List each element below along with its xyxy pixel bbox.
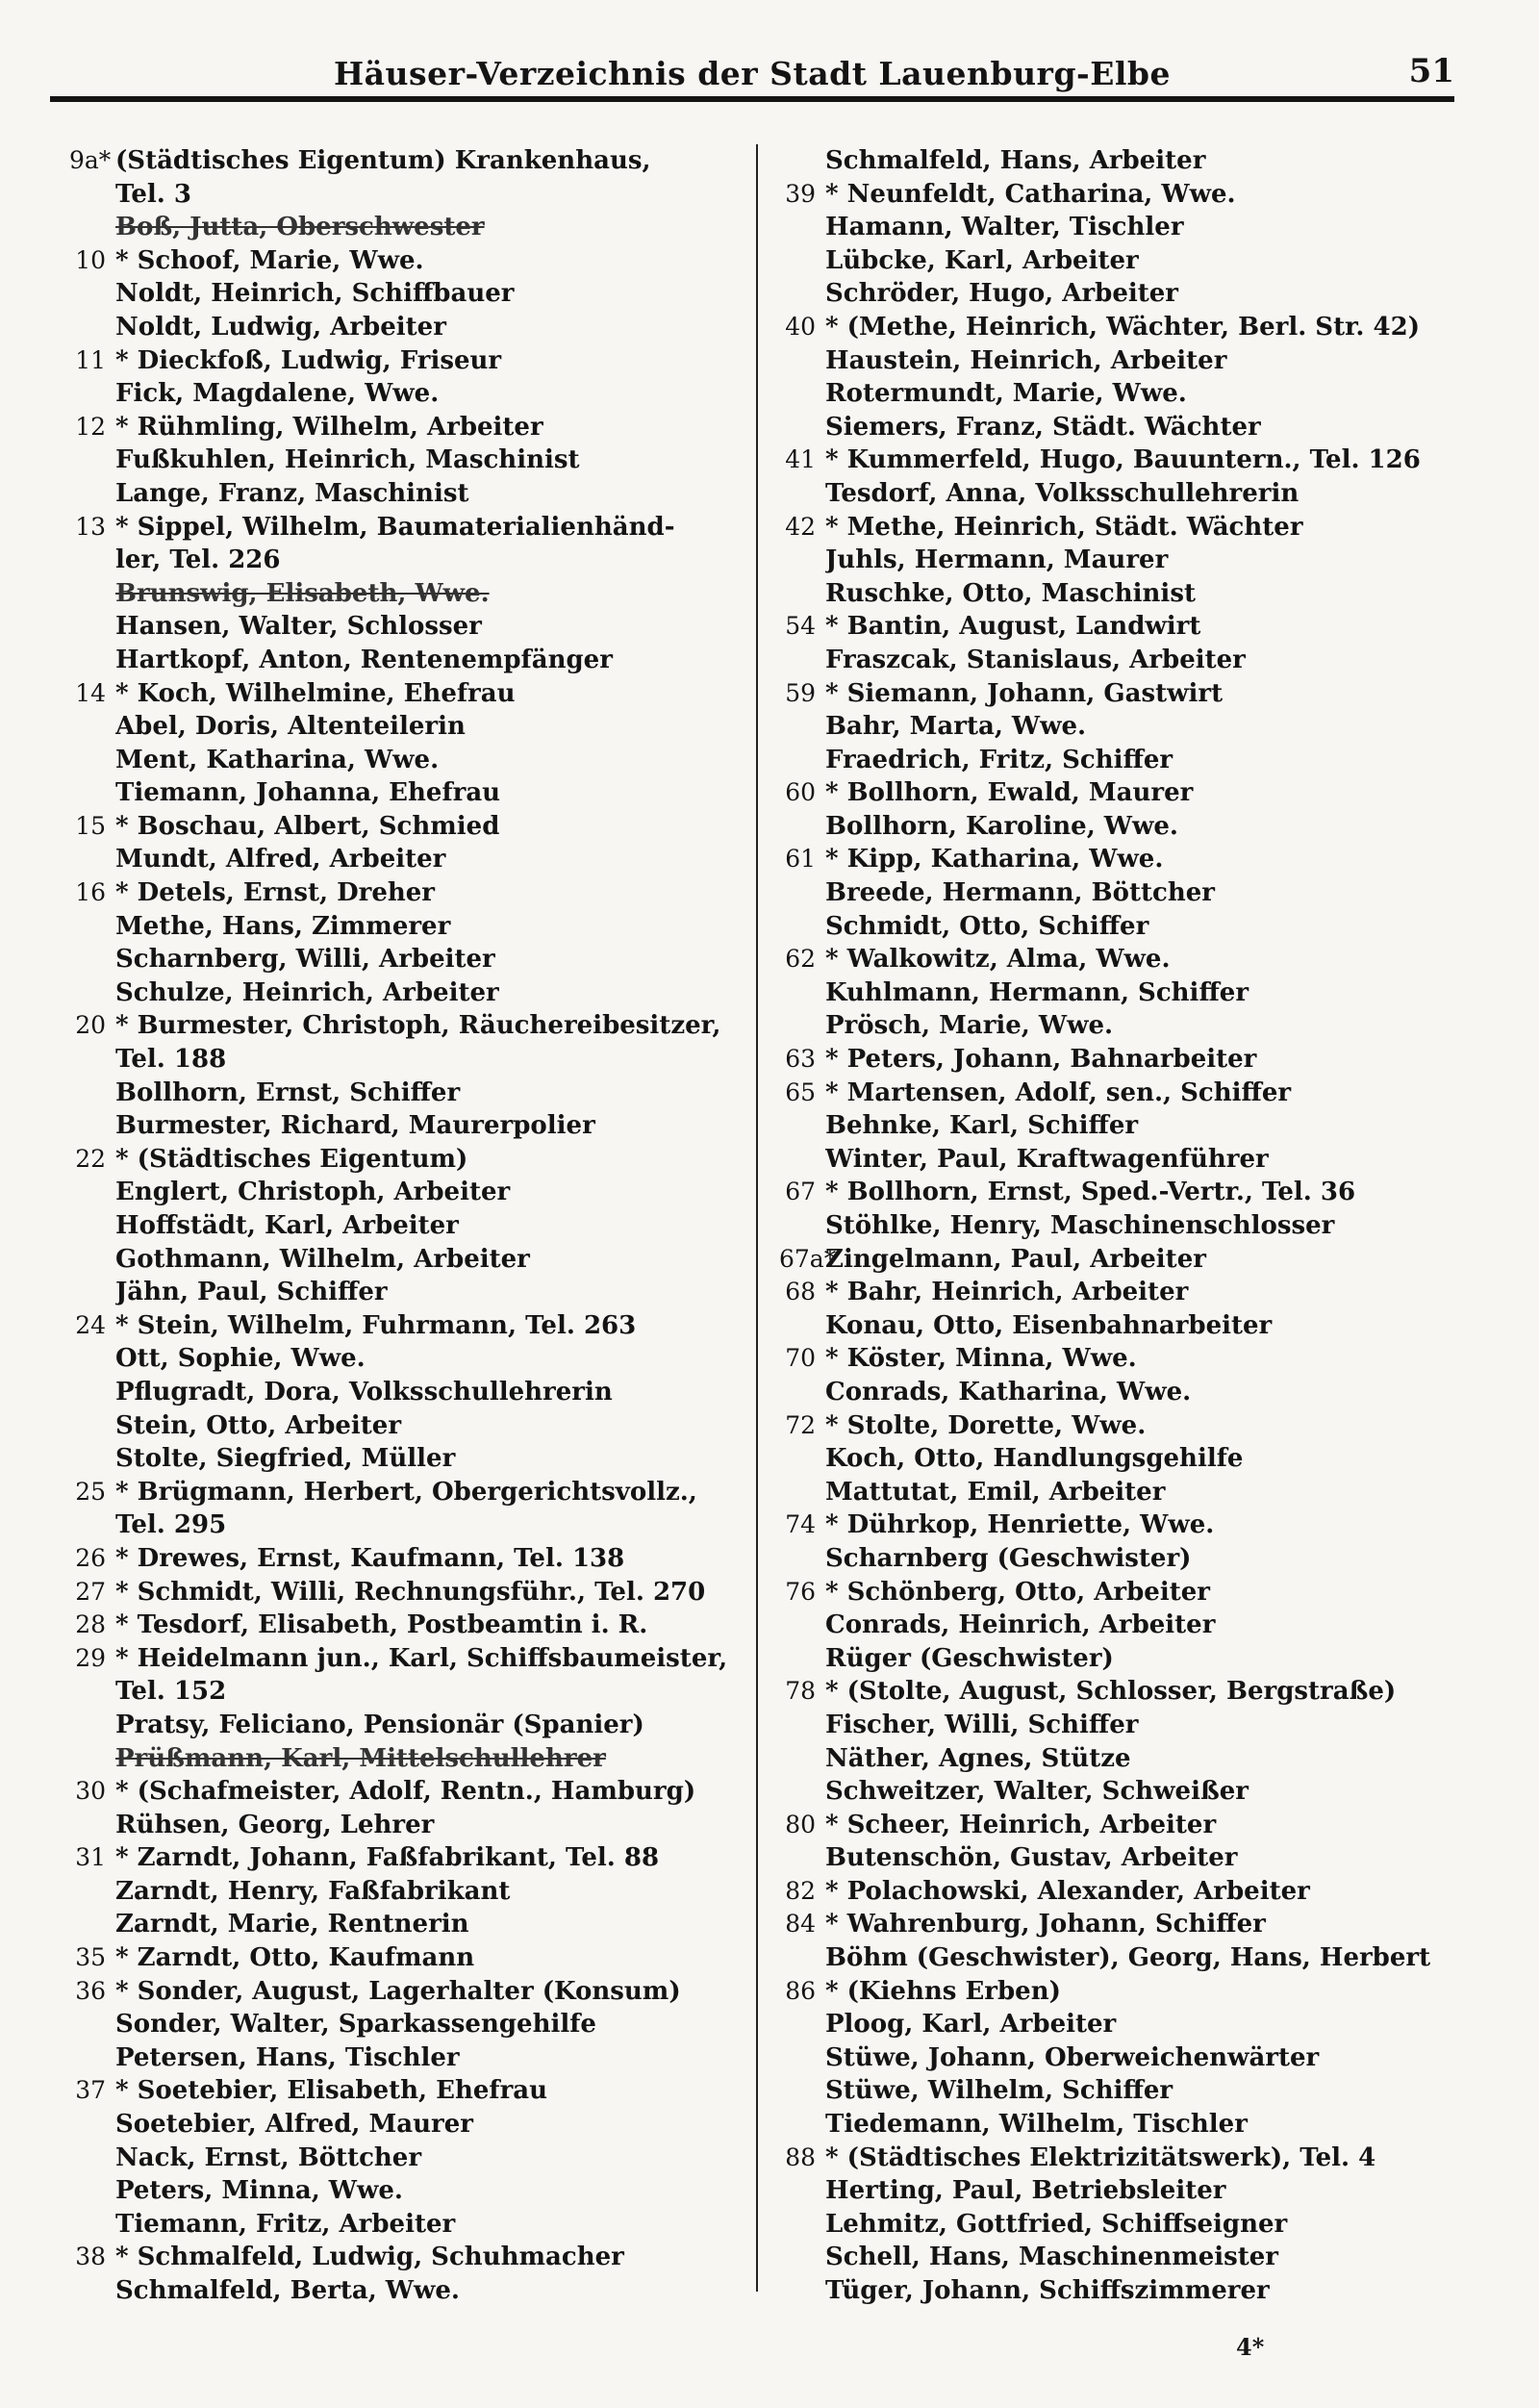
resident-line: * Schmidt, Willi, Rechnungsführ., Tel. 270 bbox=[115, 1577, 706, 1607]
resident-list bbox=[115, 1941, 752, 1975]
resident-line: Schmidt, Otto, Schiffer bbox=[825, 911, 1149, 941]
resident-list bbox=[825, 1908, 1481, 1974]
house-number: 63 bbox=[785, 1045, 816, 1074]
resident-line: Sonder, Walter, Sparkassengehilfe bbox=[115, 2010, 596, 2040]
house-number: 29 bbox=[75, 1643, 106, 1672]
resident-line: Tel. 295 bbox=[115, 1510, 227, 1540]
house-number: 10 bbox=[75, 245, 106, 274]
resident-list bbox=[115, 1975, 752, 2075]
resident-list bbox=[115, 677, 752, 810]
house-entry bbox=[779, 144, 1481, 178]
house-entry bbox=[779, 1243, 1481, 1277]
resident-line: Schmalfeld, Hans, Arbeiter bbox=[825, 146, 1206, 175]
resident-line: Schröder, Hugo, Arbeiter bbox=[825, 279, 1178, 309]
resident-line: Hamann, Walter, Tischler bbox=[825, 213, 1184, 242]
resident-line: * Kipp, Katharina, Wwe. bbox=[825, 845, 1164, 874]
resident-line: Zarndt, Marie, Rentnerin bbox=[115, 1910, 469, 1939]
resident-line: * Martensen, Adolf, sen., Schiffer bbox=[825, 1077, 1292, 1107]
resident-line: Fußkuhlen, Heinrich, Maschinist bbox=[115, 445, 580, 475]
house-entry bbox=[69, 810, 752, 876]
resident-line: * Methe, Heinrich, Städt. Wächter bbox=[825, 512, 1303, 542]
resident-line: Fraedrich, Fritz, Schiffer bbox=[825, 745, 1173, 774]
resident-line: Böhm (Geschwister), Georg, Hans, Herbert bbox=[825, 1943, 1431, 1973]
resident-line: Pratsy, Feliciano, Pensionär (Spanier) bbox=[115, 1710, 644, 1739]
resident-list bbox=[115, 876, 752, 1009]
resident-line: * Scheer, Heinrich, Arbeiter bbox=[825, 1810, 1217, 1839]
resident-line: Zingelmann, Paul, Arbeiter bbox=[825, 1244, 1206, 1274]
house-number: 82 bbox=[785, 1876, 816, 1905]
house-entry bbox=[69, 344, 752, 411]
resident-line: Schell, Hans, Maschinenmeister bbox=[825, 2243, 1279, 2272]
resident-line: * Detels, Ernst, Dreher bbox=[115, 878, 436, 908]
house-number: 59 bbox=[785, 678, 816, 707]
house-number: 16 bbox=[75, 878, 106, 907]
resident-line: Siemers, Franz, Städt. Wächter bbox=[825, 412, 1261, 442]
house-entry bbox=[779, 1077, 1481, 1177]
resident-line: Zarndt, Henry, Faßfabrikant bbox=[115, 1876, 511, 1906]
resident-list bbox=[825, 1508, 1481, 1575]
house-entry bbox=[69, 244, 752, 344]
resident-line: Butenschön, Gustav, Arbeiter bbox=[825, 1843, 1238, 1873]
house-number: 20 bbox=[75, 1011, 106, 1040]
resident-line: * (Stolte, August, Schlosser, Bergstraße) bbox=[825, 1677, 1397, 1707]
house-number: 31 bbox=[75, 1843, 106, 1872]
resident-list bbox=[825, 677, 1481, 777]
house-number: 74 bbox=[785, 1510, 816, 1539]
resident-list bbox=[115, 144, 752, 244]
resident-line: * Peters, Johann, Bahnarbeiter bbox=[825, 1045, 1257, 1075]
house-entry bbox=[779, 178, 1481, 311]
house-number: 42 bbox=[785, 512, 816, 541]
resident-line: Tel. 3 bbox=[115, 179, 191, 209]
resident-list bbox=[825, 1043, 1481, 1077]
resident-line: * Sippel, Wilhelm, Baumaterialienhänd- bbox=[115, 512, 675, 542]
resident-line: * (Schafmeister, Adolf, Rentn., Hamburg) bbox=[115, 1777, 696, 1807]
resident-line: * Boschau, Albert, Schmied bbox=[115, 811, 500, 841]
resident-line: Kuhlmann, Hermann, Schiffer bbox=[825, 977, 1249, 1007]
resident-line: Scharnberg, Willi, Arbeiter bbox=[115, 945, 495, 975]
resident-line: * Drewes, Ernst, Kaufmann, Tel. 138 bbox=[115, 1543, 625, 1573]
resident-line: * Zarndt, Johann, Faßfabrikant, Tel. 88 bbox=[115, 1843, 660, 1873]
house-entry bbox=[779, 1176, 1481, 1242]
house-entry bbox=[779, 1975, 1481, 2142]
resident-line: Burmester, Richard, Maurerpolier bbox=[115, 1111, 595, 1141]
resident-line: Stolte, Siegfried, Müller bbox=[115, 1444, 456, 1474]
resident-line: * (Kiehns Erben) bbox=[825, 1976, 1061, 2006]
resident-list bbox=[825, 178, 1481, 311]
resident-line: * Bantin, August, Landwirt bbox=[825, 612, 1201, 642]
resident-line: * Sonder, August, Lagerhalter (Konsum) bbox=[115, 1976, 681, 2006]
resident-line: Conrads, Katharina, Wwe. bbox=[825, 1377, 1192, 1407]
house-entry bbox=[69, 1941, 752, 1975]
resident-line: Schweitzer, Walter, Schweißer bbox=[825, 1777, 1249, 1807]
house-number: 26 bbox=[75, 1543, 106, 1572]
resident-line: * Brügmann, Herbert, Obergerichtsvollz., bbox=[115, 1477, 697, 1507]
house-entry bbox=[779, 776, 1481, 843]
resident-list bbox=[825, 1077, 1481, 1177]
resident-list bbox=[825, 144, 1481, 178]
resident-line: Koch, Otto, Handlungsgehilfe bbox=[825, 1444, 1244, 1474]
house-entry bbox=[779, 610, 1481, 676]
resident-line: * Neunfeldt, Catharina, Wwe. bbox=[825, 179, 1236, 209]
resident-list bbox=[825, 776, 1481, 843]
resident-line: (Städtisches Eigentum) Krankenhaus, bbox=[115, 146, 651, 175]
resident-list bbox=[825, 2142, 1481, 2308]
resident-line: Ruschke, Otto, Maschinist bbox=[825, 578, 1196, 608]
resident-line: Herting, Paul, Betriebsleiter bbox=[825, 2176, 1226, 2206]
resident-list bbox=[825, 610, 1481, 676]
resident-list bbox=[115, 1009, 752, 1142]
resident-list bbox=[825, 1243, 1481, 1277]
resident-line: Rühsen, Georg, Lehrer bbox=[115, 1810, 435, 1839]
house-entry bbox=[779, 1809, 1481, 1875]
resident-line: Bollhorn, Karoline, Wwe. bbox=[825, 811, 1178, 841]
house-number: 68 bbox=[785, 1278, 816, 1306]
resident-line: * Siemann, Johann, Gastwirt bbox=[825, 678, 1224, 708]
house-number: 37 bbox=[75, 2076, 106, 2105]
house-number: 27 bbox=[75, 1577, 106, 1606]
resident-line: * Soetebier, Elisabeth, Ehefrau bbox=[115, 2076, 548, 2106]
house-number: 78 bbox=[785, 1677, 816, 1706]
page-number: 51 bbox=[1408, 52, 1454, 90]
house-number: 36 bbox=[75, 1976, 106, 2005]
resident-line: Stüwe, Johann, Oberweichenwärter bbox=[825, 2042, 1320, 2072]
resident-list bbox=[825, 1875, 1481, 1909]
resident-list bbox=[115, 1841, 752, 1941]
resident-line: * (Städtisches Elektrizitätswerk), Tel. 4 bbox=[825, 2142, 1376, 2172]
page-title: Häuser-Verzeichnis der Stadt Lauenburg-Elbe bbox=[334, 55, 1171, 92]
house-entry bbox=[779, 677, 1481, 777]
resident-line: Lübcke, Karl, Arbeiter bbox=[825, 245, 1139, 275]
resident-line: Winter, Paul, Kraftwagenführer bbox=[825, 1144, 1269, 1174]
resident-line: * Polachowski, Alexander, Arbeiter bbox=[825, 1876, 1310, 1906]
resident-line: Bahr, Marta, Wwe. bbox=[825, 712, 1087, 742]
left-column bbox=[69, 144, 752, 2308]
resident-line: Juhls, Hermann, Maurer bbox=[825, 545, 1169, 575]
resident-list bbox=[115, 1309, 752, 1476]
house-number: 35 bbox=[75, 1943, 106, 1972]
resident-line: Hartkopf, Anton, Rentenempfänger bbox=[115, 645, 613, 674]
resident-list bbox=[115, 1476, 752, 1542]
resident-line: Ott, Sophie, Wwe. bbox=[115, 1344, 366, 1374]
resident-line: * Koch, Wilhelmine, Ehefrau bbox=[115, 678, 516, 708]
house-number: 72 bbox=[785, 1410, 816, 1439]
resident-list bbox=[115, 1775, 752, 1841]
house-number: 38 bbox=[75, 2243, 106, 2271]
resident-list bbox=[115, 1642, 752, 1775]
resident-line: Breede, Hermann, Böttcher bbox=[825, 878, 1215, 908]
resident-list bbox=[825, 1342, 1481, 1408]
house-number: 15 bbox=[75, 811, 106, 840]
house-number: 14 bbox=[75, 678, 106, 707]
resident-line: Mattutat, Emil, Arbeiter bbox=[825, 1477, 1166, 1507]
house-entry bbox=[779, 843, 1481, 943]
resident-list bbox=[825, 943, 1481, 1043]
house-entry bbox=[69, 1975, 752, 2075]
resident-list bbox=[825, 1675, 1481, 1808]
house-entry bbox=[779, 511, 1481, 611]
house-entry bbox=[69, 1609, 752, 1642]
resident-line: Petersen, Hans, Tischler bbox=[115, 2042, 460, 2072]
resident-list bbox=[825, 843, 1481, 943]
house-number: 13 bbox=[75, 512, 106, 541]
house-number: 70 bbox=[785, 1344, 816, 1373]
house-entry bbox=[69, 1476, 752, 1542]
resident-line: * Burmester, Christoph, Räuchereibesitzer, bbox=[115, 1011, 721, 1041]
resident-line: Tiemann, Fritz, Arbeiter bbox=[115, 2209, 456, 2239]
house-entry bbox=[69, 1009, 752, 1142]
house-number: 67 bbox=[785, 1178, 816, 1206]
resident-line: Tüger, Johann, Schiffszimmerer bbox=[825, 2276, 1270, 2305]
house-entry bbox=[69, 1576, 752, 1610]
resident-line: Hoffstädt, Karl, Arbeiter bbox=[115, 1211, 459, 1240]
resident-line: Noldt, Ludwig, Arbeiter bbox=[115, 312, 446, 342]
resident-line: Fischer, Willi, Schiffer bbox=[825, 1710, 1139, 1739]
house-entry bbox=[779, 1043, 1481, 1077]
resident-line: Ploog, Karl, Arbeiter bbox=[825, 2010, 1117, 2040]
resident-line: Behnke, Karl, Schiffer bbox=[825, 1111, 1139, 1141]
resident-line: Tiemann, Johanna, Ehefrau bbox=[115, 778, 501, 808]
resident-line: Tiedemann, Wilhelm, Tischler bbox=[825, 2110, 1248, 2140]
resident-list bbox=[825, 1409, 1481, 1509]
house-number: 25 bbox=[75, 1477, 106, 1506]
resident-line: Fraszcak, Stanislaus, Arbeiter bbox=[825, 645, 1246, 674]
house-entry bbox=[779, 1908, 1481, 1974]
resident-line: Englert, Christoph, Arbeiter bbox=[115, 1178, 511, 1207]
resident-list bbox=[825, 444, 1481, 510]
resident-line: Bollhorn, Ernst, Schiffer bbox=[115, 1077, 461, 1107]
resident-line: Peters, Minna, Wwe. bbox=[115, 2176, 403, 2206]
resident-line: Ment, Katharina, Wwe. bbox=[115, 745, 440, 774]
resident-line: Mundt, Alfred, Arbeiter bbox=[115, 845, 446, 874]
house-entry bbox=[779, 444, 1481, 510]
resident-line: * Kummerfeld, Hugo, Bauuntern., Tel. 126 bbox=[825, 445, 1421, 475]
resident-line: * (Städtisches Eigentum) bbox=[115, 1144, 468, 1174]
house-entry bbox=[69, 677, 752, 810]
resident-list bbox=[115, 810, 752, 876]
resident-line: * Stein, Wilhelm, Fuhrmann, Tel. 263 bbox=[115, 1310, 637, 1340]
resident-line: Näther, Agnes, Stütze bbox=[825, 1743, 1131, 1773]
resident-list bbox=[115, 1143, 752, 1309]
house-number: 86 bbox=[785, 1976, 816, 2005]
house-number: 60 bbox=[785, 778, 816, 807]
house-entry bbox=[69, 411, 752, 511]
house-entry bbox=[69, 2241, 752, 2307]
house-entry bbox=[779, 311, 1481, 444]
house-entry bbox=[69, 511, 752, 677]
house-number: 30 bbox=[75, 1777, 106, 1806]
house-number: 67a* bbox=[779, 1244, 837, 1273]
house-number: 76 bbox=[785, 1577, 816, 1606]
resident-line: Stüwe, Wilhelm, Schiffer bbox=[825, 2076, 1173, 2106]
resident-line: Lange, Franz, Maschinist bbox=[115, 478, 469, 508]
house-number: 9a* bbox=[69, 146, 112, 174]
resident-list bbox=[115, 2074, 752, 2241]
resident-line: Tel. 152 bbox=[115, 1677, 227, 1707]
house-entry bbox=[69, 1775, 752, 1841]
resident-line: Stöhlke, Henry, Maschinenschlosser bbox=[825, 1211, 1335, 1240]
resident-list bbox=[825, 1809, 1481, 1875]
house-number: 24 bbox=[75, 1310, 106, 1339]
resident-list bbox=[825, 511, 1481, 611]
house-number: 11 bbox=[75, 345, 106, 374]
house-entry bbox=[69, 1642, 752, 1775]
resident-line: * Bollhorn, Ernst, Sped.-Vertr., Tel. 36 bbox=[825, 1178, 1356, 1207]
house-entry bbox=[69, 1542, 752, 1576]
resident-line: * Bollhorn, Ewald, Maurer bbox=[825, 778, 1194, 808]
resident-line: Nack, Ernst, Böttcher bbox=[115, 2142, 422, 2172]
resident-line: Prösch, Marie, Wwe. bbox=[825, 1011, 1114, 1041]
resident-line: * Köster, Minna, Wwe. bbox=[825, 1344, 1137, 1374]
house-number: 80 bbox=[785, 1810, 816, 1838]
resident-list bbox=[115, 1542, 752, 1576]
resident-list bbox=[115, 1576, 752, 1610]
resident-line: Conrads, Heinrich, Arbeiter bbox=[825, 1610, 1216, 1640]
resident-line: Rüger (Geschwister) bbox=[825, 1643, 1114, 1673]
resident-line: Pflugradt, Dora, Volksschullehrerin bbox=[115, 1377, 613, 1407]
column-divider bbox=[756, 144, 758, 2292]
house-number: 62 bbox=[785, 945, 816, 974]
resident-line: Schulze, Heinrich, Arbeiter bbox=[115, 977, 499, 1007]
resident-list bbox=[115, 511, 752, 677]
resident-list bbox=[825, 1975, 1481, 2142]
house-number: 22 bbox=[75, 1144, 106, 1173]
house-entry bbox=[779, 1276, 1481, 1342]
resident-list bbox=[825, 1576, 1481, 1676]
house-number: 65 bbox=[785, 1077, 816, 1106]
resident-list bbox=[825, 1276, 1481, 1342]
resident-line: Konau, Otto, Eisenbahnarbeiter bbox=[825, 1310, 1273, 1340]
resident-line: * Schönberg, Otto, Arbeiter bbox=[825, 1577, 1210, 1607]
house-number: 84 bbox=[785, 1910, 816, 1939]
resident-line: Stein, Otto, Arbeiter bbox=[115, 1410, 402, 1440]
house-entry bbox=[779, 1508, 1481, 1575]
house-entry bbox=[69, 1841, 752, 1941]
resident-line: * Rühmling, Wilhelm, Arbeiter bbox=[115, 412, 543, 442]
house-entry bbox=[779, 1409, 1481, 1509]
resident-line: Scharnberg (Geschwister) bbox=[825, 1543, 1192, 1573]
resident-line: * Bahr, Heinrich, Arbeiter bbox=[825, 1278, 1189, 1307]
house-number: 88 bbox=[785, 2142, 816, 2171]
resident-line: Lehmitz, Gottfried, Schiffseigner bbox=[825, 2209, 1288, 2239]
house-entry bbox=[69, 1309, 752, 1476]
signature-mark: 4* bbox=[1236, 2333, 1265, 2361]
page-header bbox=[50, 42, 1454, 92]
resident-line: Schmalfeld, Berta, Wwe. bbox=[115, 2276, 460, 2305]
house-entry bbox=[779, 1675, 1481, 1808]
resident-line: * Zarndt, Otto, Kaufmann bbox=[115, 1943, 475, 1973]
house-number: 12 bbox=[75, 412, 106, 441]
resident-line: * (Methe, Heinrich, Wächter, Berl. Str. 42) bbox=[825, 312, 1420, 342]
resident-line: * Wahrenburg, Johann, Schiffer bbox=[825, 1910, 1266, 1939]
resident-list bbox=[115, 1609, 752, 1642]
resident-line: Brunswig, Elisabeth, Wwe. bbox=[115, 578, 490, 608]
resident-line: * Schoof, Marie, Wwe. bbox=[115, 245, 424, 275]
header-rule bbox=[50, 96, 1454, 102]
resident-list bbox=[115, 244, 752, 344]
resident-list bbox=[115, 344, 752, 411]
resident-line: Boß, Jutta, Oberschwester bbox=[115, 213, 485, 242]
resident-list bbox=[115, 2241, 752, 2307]
resident-line: Tesdorf, Anna, Volksschullehrerin bbox=[825, 478, 1299, 508]
resident-line: Tel. 188 bbox=[115, 1045, 227, 1075]
resident-line: * Heidelmann jun., Karl, Schiffsbaumeister, bbox=[115, 1643, 728, 1673]
resident-line: * Dieckfoß, Ludwig, Friseur bbox=[115, 345, 502, 375]
house-entry bbox=[779, 1576, 1481, 1676]
resident-line: Rotermundt, Marie, Wwe. bbox=[825, 379, 1187, 409]
resident-list bbox=[825, 1176, 1481, 1242]
resident-line: Hansen, Walter, Schlosser bbox=[115, 612, 482, 642]
house-entry bbox=[69, 876, 752, 1009]
house-entry bbox=[69, 144, 752, 244]
house-entry bbox=[779, 2142, 1481, 2308]
resident-line: * Schmalfeld, Ludwig, Schuhmacher bbox=[115, 2243, 624, 2272]
resident-line: Prüßmann, Karl, Mittelschullehrer bbox=[115, 1743, 606, 1773]
resident-line: Methe, Hans, Zimmerer bbox=[115, 911, 451, 941]
resident-line: * Dührkop, Henriette, Wwe. bbox=[825, 1510, 1215, 1540]
resident-line: * Stolte, Dorette, Wwe. bbox=[825, 1410, 1147, 1440]
house-number: 28 bbox=[75, 1610, 106, 1639]
resident-line: Fick, Magdalene, Wwe. bbox=[115, 379, 440, 409]
resident-line: * Walkowitz, Alma, Wwe. bbox=[825, 945, 1171, 975]
resident-line: Haustein, Heinrich, Arbeiter bbox=[825, 345, 1227, 375]
resident-line: Noldt, Heinrich, Schiffbauer bbox=[115, 279, 515, 309]
resident-line: Gothmann, Wilhelm, Arbeiter bbox=[115, 1244, 530, 1274]
resident-line: * Tesdorf, Elisabeth, Postbeamtin i. R. bbox=[115, 1610, 648, 1640]
house-entry bbox=[779, 1342, 1481, 1408]
resident-line: Jähn, Paul, Schiffer bbox=[115, 1278, 388, 1307]
resident-list bbox=[115, 411, 752, 511]
house-entry bbox=[69, 2074, 752, 2241]
house-number: 41 bbox=[785, 445, 816, 474]
resident-line: ler, Tel. 226 bbox=[115, 545, 281, 575]
house-number: 39 bbox=[785, 179, 816, 208]
house-number: 40 bbox=[785, 312, 816, 341]
house-number: 61 bbox=[785, 845, 816, 874]
house-number: 54 bbox=[785, 612, 816, 641]
right-column bbox=[779, 144, 1481, 2308]
resident-list bbox=[825, 311, 1481, 444]
resident-line: Abel, Doris, Altenteilerin bbox=[115, 712, 466, 742]
house-entry bbox=[779, 1875, 1481, 1909]
house-entry bbox=[779, 943, 1481, 1043]
house-entry bbox=[69, 1143, 752, 1309]
resident-line: Soetebier, Alfred, Maurer bbox=[115, 2110, 473, 2140]
